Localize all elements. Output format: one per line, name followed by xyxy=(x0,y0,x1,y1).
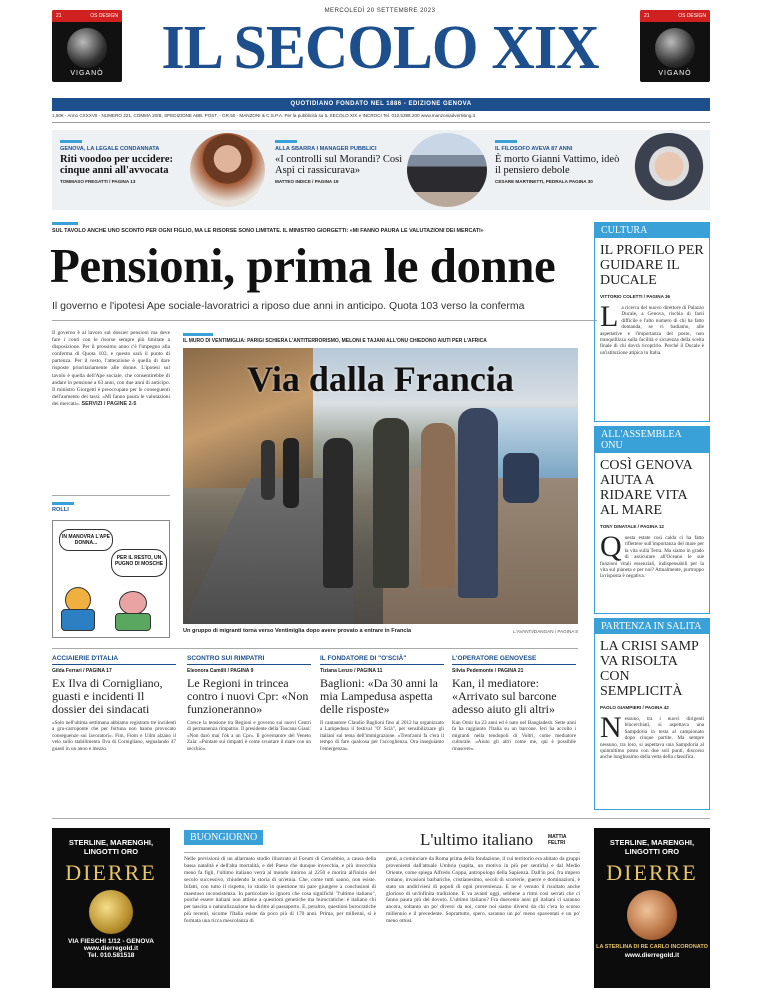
dropcap: Q xyxy=(600,530,622,563)
gold-coin xyxy=(89,890,133,934)
teaser-title: «I controlli sul Morandi? Così Aspi ci rassicurava» xyxy=(275,154,403,176)
photo-headline[interactable]: Via dalla Francia xyxy=(247,359,514,399)
divider xyxy=(52,122,710,123)
column-author: Tiziana Lenzo / PAGINA 11 xyxy=(320,668,383,674)
teaser-2[interactable] xyxy=(275,140,405,184)
ad-brand: VIGANÒ xyxy=(70,70,104,77)
header-ad-left[interactable] xyxy=(52,10,122,82)
column-title: Baglioni: «Da 30 anni la mia Lampedusa aspetta delle risposte» xyxy=(320,676,438,716)
column-3[interactable] xyxy=(320,655,444,752)
buongiorno-tag: BUONGIORNO xyxy=(184,830,263,845)
column-author: Gilda Ferrari / PAGINA 17 xyxy=(52,668,112,674)
speech-bubble: PER IL RESTO, UN PUGNO DI MOSCHE xyxy=(111,549,167,577)
divider xyxy=(184,852,580,853)
buongiorno-author: MATTIA FELTRI xyxy=(548,834,567,846)
sidebar-body: uesta estate così calda ci ha fatto riflettere sull'importanza del mare per la vita sulla Terra. Ma siamo in grado di assicurare all'Oceano le sue funzioni vitali essenziali, indispensabili per la vita sul pianeta e per noi? Attualmente, purtroppo la risposta è negativa. xyxy=(600,535,704,580)
ad-tag: 21 xyxy=(56,13,62,19)
teaser-1[interactable] xyxy=(60,140,188,184)
portrait-photo xyxy=(190,133,265,207)
sidebar-author: VITTORIO COLETTI / PAGINA 36 xyxy=(600,294,671,299)
ad-tag: OS DESIGN xyxy=(678,13,706,19)
ad-line: LINGOTTI ORO xyxy=(624,847,680,856)
ad-caption: LA STERLINA DI RE CARLO INCORONATO xyxy=(596,944,708,950)
sidebar-tag: ALL'ASSEMBLEA ONU xyxy=(595,427,709,453)
ad-line: STERLINE, MARENGHI, xyxy=(68,838,154,847)
lead-subhead: Il governo e l'ipotesi Ape sociale-lavoratrici a riposo due anni in anticipo. Quota 103 verso la conferma xyxy=(52,300,525,312)
sidebar-samp[interactable] xyxy=(594,618,710,810)
column-title: Kan, il mediatore: «Arrivato sul barcone adesso aiuto gli altri» xyxy=(452,676,557,716)
character-head xyxy=(119,591,147,615)
portrait-photo xyxy=(630,133,708,207)
person xyxy=(261,440,275,500)
column-author: Silvia Pedemonte / PAGINA 21 xyxy=(452,668,524,674)
divider xyxy=(52,648,578,649)
accent-bar xyxy=(60,140,82,143)
migrants-photo[interactable] xyxy=(183,348,578,624)
ad-brand: DIERRE xyxy=(606,860,698,885)
masthead-info: 1,50€ - Anno CXXXVII - NUMERO 221, COMMA 20/B, SPEDIZIONE ABB. POST. - GR.50 - MANZONI & C.S.P.A. Per la pubblicità su IL SECOLO XIX e INCROCI Tel. 010.5388.200 www.manzoniadvertising.it xyxy=(52,113,475,118)
column-title: Ex Ilva di Cornigliano, guasti e incidenti Il dossier dei sindacati xyxy=(52,676,163,716)
ad-brand: DIERRE xyxy=(65,860,157,885)
column-section: SCONTRO SUI RIMPATRI xyxy=(187,655,311,665)
sidebar-onu[interactable] xyxy=(594,426,710,614)
lead-body xyxy=(52,330,170,408)
comic-strip[interactable] xyxy=(52,520,170,638)
buongiorno-body-left: Nelle previsioni di un allarmato studio illustrato al Forum di Cernobbio, a causa della bassa natalità e dell'alta mortalità, e del Paese che dunque invecchia, e più invecchia meno fa figli, l'ultimo italiano verrà al mondo intorno al 2250 e morirà all'inizio del secolo successivo, chiudendo la storia di un'etnia. Che, come tutti sanno, non esiste. Infatti, con tutto il rispetto, lo studio in questione mi pare giungere a conclusioni di maestoso inconsistenza. In particolare io ignoro che cosa significhi "l'ultimo italiano", poiché essere italiani non attiene a questioni genetiche ma burocratiche: è italiano chi per nascita o naturalizzazione ha diritto al passaporto. E, peraltro, questioni burocratiche più recenti, sicome l'Italia esiste da poco più di 170 anni. Prima, per millenni, si è formata una ricca mescolanza di xyxy=(184,856,376,925)
photo-caption: Un gruppo di migranti torna verso Ventimiglia dopo avere provato a entrare in Francia xyxy=(183,628,412,634)
dropcap: N xyxy=(600,711,622,744)
ad-phone: Tel. 010.581518 xyxy=(87,952,135,959)
lead-headline[interactable]: Pensioni, prima le donne xyxy=(50,238,556,293)
ad-line: STERLINE, MARENGHI, xyxy=(609,838,695,847)
ad-tag: OS DESIGN xyxy=(90,13,118,19)
lead-kicker: SUL TAVOLO ANCHE UNO SCONTO PER OGNI FIGLIO, MA LE RISORSE SONO LIMITATE. IL MINISTRO GIORGETTI: «MI FANNO PAURA LE VALUTAZIONI DEI MERCATI» xyxy=(52,228,484,234)
knob-image xyxy=(655,28,695,68)
buongiorno-body-right: genti, a cominciare da Roma prima della fondazione, il cui territorio era abitato da gruppi provenienti dall'attuale Umbria (sapita, un motivo in più per sentirla) e dal Medio Oriente, come spiega Alfredo Coppa, antropologo della Sapienza. Dall'in poi, fra impero romano, invasioni barbariche, cristianesimo, secoli di scorrerie, guerre e dominazioni, è stato un andirivieni di popoli di ogni provenienza. E ne è venuto il risultato anche glorioso di un'infinita tradizione. E va avanti oggi, sebbene a ritmi così serrati che ci fanno paura più del dovuto. L'ultimo italiano? Fra duecento anni gli italiani ci saranno ancora, soltanto un po' diversi da noi, come noi siamo diversi da chi c'era lo scorso millennio e il precedente. Soprattutto, spero, saranno un po' meno spaventati e un po' meno ottusi. xyxy=(386,856,580,925)
teaser-byline: TOMMASO FREGATTI / PAGINA 13 xyxy=(60,179,136,184)
teaser-kicker: ALLA SBARRA I MANAGER PUBBLICI xyxy=(275,146,377,152)
divider xyxy=(52,495,170,496)
divider xyxy=(52,818,710,819)
column-1[interactable] xyxy=(52,655,176,752)
sidebar-body: essuno, tra i nuovi dirigenti blucerchiati, si aspettava una Sampdoria in testa al campionato dopo cinque partite. Ma sempre nessuno, tra loro, si aspettava una Sampdoria al quintultimo posto con due soli punti, discorso anche lunghissimo della vetta della classifica. xyxy=(600,716,704,761)
column-section: L'OPERATORE GENOVESE xyxy=(452,655,576,665)
speech-bubble: IN MANOVRA L'APE DONNA... xyxy=(59,529,113,551)
column-body: Cresce la tensione tra Regioni e governo sui nuovi Centri di permanenza rimpatrio. Il presidente della Toscana Giani: «Non darò mai l'ok a un Cpr». Il governatore del Veneto Zaia: «Puntare sui rimpatri è come svuotare il mare con un secchio». xyxy=(187,720,311,752)
buongiorno-title[interactable]: L'ultimo italiano xyxy=(420,830,534,849)
sidebar-cultura[interactable] xyxy=(594,222,710,422)
column-body: «Solo nell'ultima settimana abbiamo registrato tre incidenti a gru-carroponte che per fortuna non hanno provocato conseguenze sui lavoratori». Fim, Fiom e Uilm alzano il velo sullo stabilimento Ilva di Cornigliano, segnalando 47 guasti in un anno e mezzo. xyxy=(52,720,176,752)
photo-credit: L'AVANTI/DANGAN / PAGINA 8 xyxy=(513,629,578,634)
column-title: Le Regioni in trincea contro i nuovi Cpr: «Non funzioneranno» xyxy=(187,676,309,716)
person xyxy=(373,418,409,588)
knob-image xyxy=(67,28,107,68)
accent-bar xyxy=(52,502,74,505)
divider xyxy=(52,320,597,321)
masthead-title[interactable]: IL SECOLO XIX xyxy=(161,12,599,82)
sidebar-author: TONY DINATALE / PAGINA 12 xyxy=(600,524,664,529)
column-section: IL FONDATORE DI "O'SCIÀ" xyxy=(320,655,444,665)
character-body xyxy=(61,609,95,631)
sidebar-title: IL PROFILO PER GUIDARE IL DUCALE xyxy=(600,243,704,288)
accent-bar xyxy=(183,333,213,336)
masthead-strap: QUOTIDIANO FONDATO NEL 1886 - EDIZIONE GENOVA xyxy=(52,98,710,111)
column-body: Kan Omir ha 23 anni ed è nato nel Bangladesh. Sette anni fa ha raggiunto l'Italia su un barcone. Ieri ha accolto i migranti nella tendopoli di Voltri, come mediatore culturale. «Aiuto gli altri come me, qui è possibile rinascere». xyxy=(452,720,576,752)
ad-address: VIA FIESCHI 1/12 - GENOVA xyxy=(68,938,154,945)
column-body: Il cantautore Claudio Baglioni fino al 2012 ha organizzato a Lampedusa il festival "O' Scià", per sensibilizzare gli italiani sul tema dell'immigrazione. «Trent'anni fa c'era il tempo di fare qualcosa per l'accoglienza. Ora inseguiamo l'emergenza». xyxy=(320,720,444,752)
comic-label: ROLLI xyxy=(52,507,69,513)
ad-tag: 21 xyxy=(644,13,650,19)
lead-byline: SERVIZI / PAGINE 2-5 xyxy=(81,400,137,407)
dierre-ad-left[interactable] xyxy=(52,828,170,988)
masthead-date: MERCOLEDÌ 20 SETTEMBRE 2023 xyxy=(324,8,436,14)
person xyxy=(421,423,455,588)
column-4[interactable] xyxy=(452,655,576,752)
court-photo xyxy=(407,133,487,207)
character-body xyxy=(115,613,151,631)
column-2[interactable] xyxy=(187,655,311,752)
person xyxy=(458,408,498,598)
sidebar-title: LA CRISI SAMP VA RISOLTA CON SEMPLICITÀ xyxy=(600,639,699,699)
column-section: ACCIAIERIE D'ITALIA xyxy=(52,655,176,665)
sidebar-body: a ricerca del nuovo direttore di Palazzo Ducale, a Genova, rischia di farsi difficile e l'alto numero di chi ha fatto domanda, se vi badiamo, alle aspettative e l'importanza del posto, non tranquillizza sulla facilità e sicurezza della scelta finale di chi dovrà ricoprirlo. Perché il Ducale è un'istituzione atipica in Italia. xyxy=(600,305,704,356)
ad-line: LINGOTTI ORO xyxy=(83,847,139,856)
dropcap: L xyxy=(600,300,619,333)
accent-bar xyxy=(52,222,78,225)
header-ad-right[interactable] xyxy=(640,10,710,82)
dierre-ad-right[interactable] xyxy=(594,828,710,988)
teaser-3[interactable] xyxy=(495,140,625,184)
ad-brand: VIGANÒ xyxy=(658,70,692,77)
accent-bar xyxy=(275,140,297,143)
teaser-byline: CESARE MARTINETTI, PEDRALA PAGINA 30 xyxy=(495,179,593,184)
teaser-kicker: IL FILOSOFO AVEVA 87 ANNI xyxy=(495,146,573,152)
sidebar-tag: PARTENZA IN SALITA xyxy=(595,619,709,634)
person xyxy=(283,438,299,508)
ad-web: www.dierregold.it xyxy=(624,952,680,959)
teaser-title: È morto Gianni Vattimo, ideò il pensiero debole xyxy=(495,154,620,176)
column-author: Eleonora Camilli / PAGINA 9 xyxy=(187,668,254,674)
accent-bar xyxy=(495,140,517,143)
sidebar-tag: CULTURA xyxy=(595,223,709,238)
sidebar-author: PAOLO GIAMPIERI / PAGINA 42 xyxy=(600,705,669,710)
ad-web: www.dierregold.it xyxy=(83,945,139,952)
lead-body-text: Il governo è al lavoro sul dossier pensioni ma deve fare i conti con le risorse sempre più limitate a disposizione. Per il prossimo anno c'è l'impegno alla conferma di Quota 103, e questo sarà il punto di partenza. Per il resto, l'attenzione è quella di dare risposte prioritariamente alle donne. L'ipotesi sul tavolo è quella dell'Ape sociale, che consentirebbe di andare in pensione a 63 anni, con due anni di anticipo. Il ministro Giorgetti è preoccupato per le conseguenti dell'aumento dei tassi: «Mi fanno paura le valutazioni dei mercati». xyxy=(52,330,170,407)
teaser-byline: MATTEO INDICE / PAGINA 19 xyxy=(275,179,339,184)
teaser-title: Riti voodoo per uccidere: cinque anni all'avvocata xyxy=(60,154,174,176)
teaser-kicker: GENOVA, LA LEGALE CONDANNATA xyxy=(60,146,160,152)
copper-coin xyxy=(627,890,677,940)
person xyxy=(323,438,353,588)
sidebar-title: COSÌ GENOVA AIUTA A RIDARE VITA AL MARE xyxy=(600,458,692,518)
backpack xyxy=(503,453,539,503)
photo-kicker: IL MURO DI VENTIMIGLIA: PARIGI SCHIERA L'ANTITERRORISMO, MELONI E TAJANI ALL'ONU CHIEDONO AIUTI PER L'AFRICA xyxy=(183,338,487,344)
